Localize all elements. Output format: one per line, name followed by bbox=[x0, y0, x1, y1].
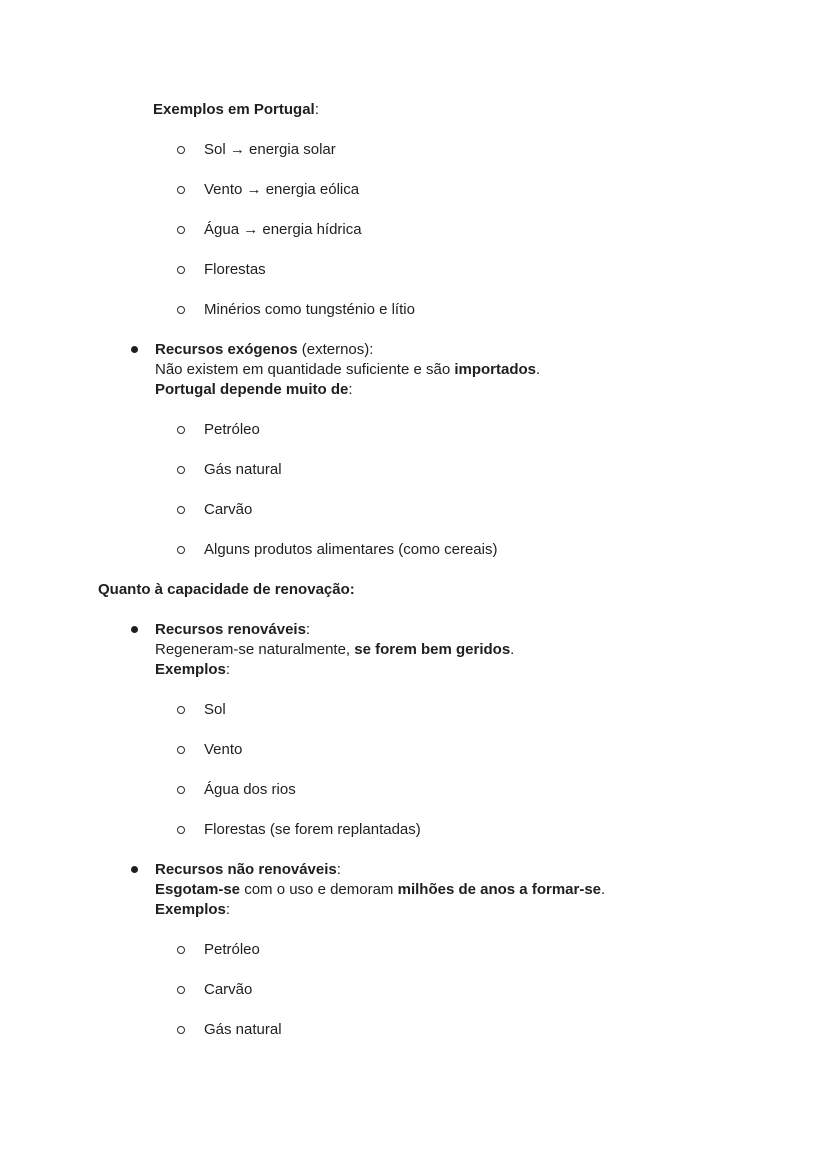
circle-bullet-icon bbox=[177, 186, 185, 194]
list-item-level2 bbox=[0, 540, 828, 560]
text-run: milhões de anos a formar-se bbox=[397, 881, 602, 898]
circle-bullet-icon bbox=[177, 226, 185, 234]
list-item-line bbox=[155, 620, 828, 640]
list-item-level2 bbox=[0, 980, 828, 1000]
document-content bbox=[0, 100, 828, 1060]
text-run: Recursos exógenos bbox=[155, 341, 298, 358]
circle-bullet-icon bbox=[177, 706, 185, 714]
list-item-level2 bbox=[0, 420, 828, 440]
list-item-level1 bbox=[0, 620, 828, 680]
text-run: Recursos não renováveis bbox=[155, 861, 337, 878]
list-item-level2 bbox=[0, 740, 828, 760]
list-item-level2 bbox=[0, 460, 828, 480]
bullet-icon bbox=[131, 346, 138, 353]
list-item-line bbox=[155, 640, 828, 660]
list-item-level2 bbox=[0, 1020, 828, 1040]
circle-bullet-icon bbox=[177, 546, 185, 554]
list-item-level2 bbox=[0, 180, 828, 200]
text-run: : bbox=[336, 861, 341, 878]
text-run: : bbox=[225, 661, 231, 678]
text-run: Vento bbox=[204, 741, 243, 758]
text-run: Recursos renováveis bbox=[155, 621, 306, 638]
circle-bullet-icon bbox=[177, 306, 185, 314]
text-run: Quanto à capacidade de renovação: bbox=[98, 581, 355, 598]
list-item-level2 bbox=[0, 500, 828, 520]
text-run: Florestas bbox=[204, 261, 266, 278]
circle-bullet-icon bbox=[177, 146, 185, 154]
list-item-level2 bbox=[0, 260, 828, 280]
circle-bullet-icon bbox=[177, 426, 185, 434]
text-run: Carvão bbox=[204, 501, 253, 518]
circle-bullet-icon bbox=[177, 466, 185, 474]
circle-bullet-icon bbox=[177, 1026, 185, 1034]
list-item-level2 bbox=[0, 300, 828, 320]
text-run: Minérios como tungsténio e lítio bbox=[204, 301, 415, 318]
text-run: com o uso e demoram bbox=[240, 881, 398, 898]
text-run: Petróleo bbox=[204, 421, 260, 438]
text-run: . bbox=[536, 361, 541, 378]
circle-bullet-icon bbox=[177, 826, 185, 834]
circle-bullet-icon bbox=[177, 786, 185, 794]
list-item-line bbox=[155, 660, 828, 680]
text-run: se forem bem geridos bbox=[354, 641, 511, 658]
text-run: Exemplos bbox=[155, 901, 226, 918]
text-run: . bbox=[510, 641, 515, 658]
text-run: : bbox=[314, 101, 319, 118]
list-item-level2 bbox=[0, 700, 828, 720]
circle-bullet-icon bbox=[177, 946, 185, 954]
text-run: . bbox=[601, 881, 606, 898]
text-run: : bbox=[305, 621, 311, 638]
list-item-level2 bbox=[0, 940, 828, 960]
text-run: Água dos rios bbox=[204, 781, 296, 798]
text-run: : bbox=[225, 901, 231, 918]
paragraph bbox=[0, 100, 828, 120]
list-item-level2 bbox=[0, 140, 828, 160]
list-item-level1 bbox=[0, 860, 828, 920]
text-run: Vento → energia eólica bbox=[204, 181, 360, 198]
list-item-line bbox=[155, 900, 828, 920]
text-run: Alguns produtos alimentares (como cereais) bbox=[204, 541, 498, 558]
text-run: Petróleo bbox=[204, 941, 260, 958]
text-run: Água → energia hídrica bbox=[204, 221, 362, 238]
list-item-level2 bbox=[0, 820, 828, 840]
text-run: Esgotam-se bbox=[155, 881, 241, 898]
text-run: : bbox=[348, 381, 353, 398]
text-run: Carvão bbox=[204, 981, 253, 998]
list-item-line bbox=[155, 380, 828, 400]
list-item-level2 bbox=[0, 220, 828, 240]
list-item-line bbox=[155, 860, 828, 880]
list-item-level2 bbox=[0, 780, 828, 800]
circle-bullet-icon bbox=[177, 986, 185, 994]
list-item-line bbox=[155, 880, 828, 900]
text-run: importados bbox=[454, 361, 537, 378]
list-item-line bbox=[155, 360, 828, 380]
circle-bullet-icon bbox=[177, 506, 185, 514]
bullet-icon bbox=[131, 626, 138, 633]
text-run: Regeneram-se naturalmente, bbox=[155, 641, 355, 658]
text-run: Não existem em quantidade suficiente e são bbox=[155, 361, 455, 378]
list-item-level1 bbox=[0, 340, 828, 400]
circle-bullet-icon bbox=[177, 746, 185, 754]
text-run: (externos): bbox=[297, 341, 374, 358]
text-run: Gás natural bbox=[204, 461, 282, 478]
text-run: Exemplos bbox=[155, 661, 226, 678]
text-run: Exemplos em Portugal bbox=[153, 101, 315, 118]
text-run: Sol bbox=[204, 701, 226, 718]
text-run: Portugal depende muito de bbox=[155, 381, 349, 398]
text-run: Gás natural bbox=[204, 1021, 282, 1038]
text-run: Florestas (se forem replantadas) bbox=[204, 821, 421, 838]
section-heading bbox=[0, 580, 828, 600]
bullet-icon bbox=[131, 866, 138, 873]
circle-bullet-icon bbox=[177, 266, 185, 274]
list-item-line bbox=[155, 340, 828, 360]
text-run: Sol → energia solar bbox=[204, 141, 336, 158]
